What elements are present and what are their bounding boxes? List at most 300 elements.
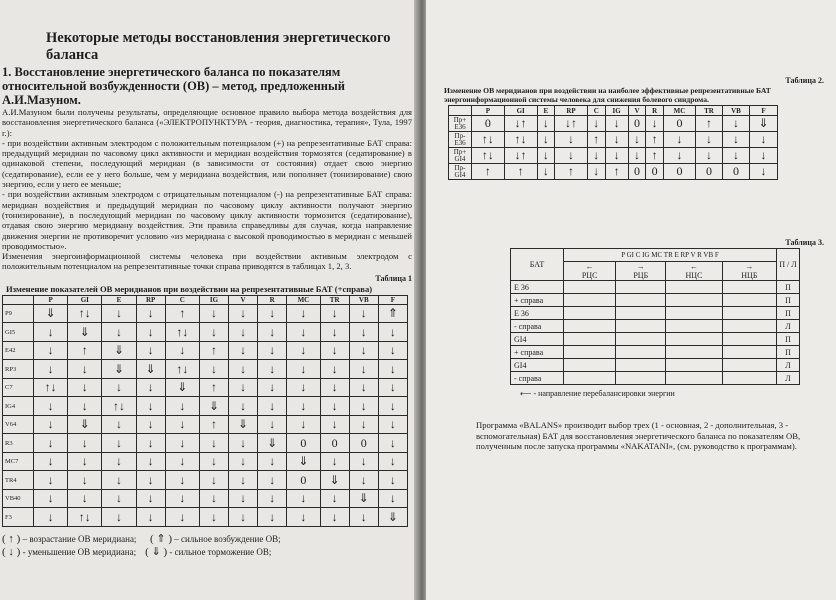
table1-cell: ↓ bbox=[320, 452, 349, 471]
table1-cell: ↓ bbox=[229, 378, 258, 397]
table2-cell: 0 bbox=[646, 164, 664, 180]
table1-cell: ⇑ bbox=[378, 304, 407, 323]
table1-cell: ↓ bbox=[349, 415, 378, 434]
legend-text-3: - уменьшение ОВ меридиана; bbox=[22, 546, 137, 557]
table1-row-label: RP3 bbox=[3, 360, 34, 379]
table1-cell: ↓ bbox=[229, 452, 258, 471]
table1-header-cell: V bbox=[229, 295, 258, 304]
table1-title: Изменение показателей ОВ меридианов при воздействии на репрезентативные БАТ (+справа) bbox=[6, 283, 373, 294]
table2-header-cell: P bbox=[472, 106, 505, 116]
table1-cell: ↓ bbox=[378, 378, 407, 397]
table1-cell: ↓ bbox=[287, 341, 320, 360]
table1-cell: ↓ bbox=[68, 360, 102, 379]
table1-row-label: E42 bbox=[3, 341, 34, 360]
table1-cell: ↓ bbox=[320, 304, 349, 323]
table1-cell: ↓ bbox=[68, 452, 102, 471]
table1-cell: ↓ bbox=[102, 378, 136, 397]
table2 bbox=[448, 105, 778, 180]
table2-cell: ↑ bbox=[555, 164, 588, 180]
table2-cell: 0 bbox=[722, 164, 749, 180]
table3-note-text: - направление перебалансировки энергии bbox=[533, 389, 675, 398]
table1-row bbox=[3, 452, 408, 471]
table2-row-label: Пр- E36 bbox=[449, 132, 472, 148]
table3-label: Таблица 3. bbox=[785, 238, 824, 247]
table1-cell: ↓ bbox=[287, 378, 320, 397]
table1-cell: ↓ bbox=[349, 452, 378, 471]
table1-cell: ↓ bbox=[136, 471, 165, 490]
table1-cell: ↓ bbox=[34, 323, 68, 342]
table2-header-cell: GI bbox=[504, 106, 537, 116]
table3-cell bbox=[564, 346, 616, 359]
table3-row-label: + справа bbox=[511, 346, 564, 359]
table2-cell: ↓ bbox=[663, 132, 695, 148]
legend-arrow-down-icon: ( ↓ ) bbox=[2, 545, 21, 558]
table1-cell: ⇓ bbox=[136, 360, 165, 379]
table3-cell bbox=[564, 281, 616, 294]
table1-cell: ↓ bbox=[34, 397, 68, 416]
table1-cell: ↓ bbox=[229, 508, 258, 527]
table1-cell: ⇓ bbox=[320, 471, 349, 490]
table1-cell: ↑↓ bbox=[165, 323, 199, 342]
table1-cell: ↓ bbox=[136, 434, 165, 453]
table1-header-cell: F bbox=[378, 295, 407, 304]
table1-cell: ↓ bbox=[165, 397, 199, 416]
table3-cell bbox=[564, 359, 616, 372]
table1-cell: ↓ bbox=[199, 489, 228, 508]
table3-row-label: + справа bbox=[511, 294, 564, 307]
table1-cell: ↓ bbox=[136, 508, 165, 527]
table1-header-row bbox=[3, 295, 408, 304]
table2-cell: ↓ bbox=[695, 132, 722, 148]
table3-row bbox=[511, 359, 800, 372]
table2-cell: ↓ bbox=[555, 148, 588, 164]
table1-cell: ⇓ bbox=[378, 508, 407, 527]
table3-cell bbox=[722, 307, 776, 320]
table2-cell: ↑ bbox=[695, 116, 722, 132]
table1-cell: ⇓ bbox=[349, 489, 378, 508]
table1-row bbox=[3, 489, 408, 508]
table2-header-cell: TR bbox=[695, 106, 722, 116]
paragraph-intro: А.И.Мазуном были получены результаты, определяющие основное правило выбора метода воздействия для восстановления энергетического баланса («ЭЛЕКТРОПУНКТУРА - теория, диагностика, терапия», Тула, 1997 г.): bbox=[2, 107, 412, 138]
paragraph-tables-ref: Изменения энергоинформационной системы человека при воздействии активным электродом с положительным потенциалом на репрезентативные точки справа приводятся в таблицах 1, 2, 3. bbox=[2, 251, 412, 272]
table2-row-label: Пр+ GI4 bbox=[449, 148, 472, 164]
table1-cell: ⇓ bbox=[229, 415, 258, 434]
table1-header-cell: P bbox=[34, 295, 68, 304]
left-arrow-icon: ⟵ bbox=[520, 389, 532, 398]
table3-row bbox=[511, 372, 800, 385]
table3-cell bbox=[722, 320, 776, 333]
table1-cell: ⇓ bbox=[287, 452, 320, 471]
table3-cell bbox=[616, 307, 666, 320]
table1-cell: ↑ bbox=[199, 378, 228, 397]
table3-cell bbox=[616, 346, 666, 359]
table1-cell: ↓ bbox=[102, 471, 136, 490]
table3-header-groups: P GI C IG MC TR E RP V R VB F bbox=[564, 249, 777, 262]
table1-cell: ↓ bbox=[68, 489, 102, 508]
table1-cell: ↓ bbox=[165, 341, 199, 360]
table2-header-cell bbox=[449, 106, 472, 116]
table2-cell: ↑↓ bbox=[472, 132, 505, 148]
table3-cell bbox=[722, 281, 776, 294]
table3-row bbox=[511, 333, 800, 346]
table2-cell: 0 bbox=[628, 164, 646, 180]
table1-cell: ↓ bbox=[258, 508, 287, 527]
table3-side: П bbox=[777, 307, 800, 320]
table1-cell: ↓ bbox=[136, 304, 165, 323]
table3-row bbox=[511, 346, 800, 359]
table1-row bbox=[3, 415, 408, 434]
table1-row-label: C7 bbox=[3, 378, 34, 397]
table2-header-cell: IG bbox=[605, 106, 628, 116]
table2-cell: ↓ bbox=[750, 148, 778, 164]
table1-cell: ↓ bbox=[102, 323, 136, 342]
table3-cell bbox=[666, 346, 722, 359]
table1-cell: ↓ bbox=[199, 452, 228, 471]
table1-cell: 0 bbox=[320, 434, 349, 453]
table1-cell: ↓ bbox=[258, 341, 287, 360]
table3-row bbox=[511, 281, 800, 294]
table1-cell: ↓ bbox=[320, 508, 349, 527]
table1-label: Таблица 1 bbox=[375, 273, 412, 283]
table1-cell: ↓ bbox=[349, 508, 378, 527]
table1-cell: ↓ bbox=[199, 304, 228, 323]
table3-cell bbox=[616, 320, 666, 333]
section-title: 1. Восстановление энергетического баланса по показателям относительной возбужденности (ОВ) – метод, предложенный А.И.Мазуном. bbox=[2, 65, 345, 107]
table1-cell: ↑↓ bbox=[34, 378, 68, 397]
table1-row bbox=[3, 323, 408, 342]
table2-cell: ↓ bbox=[587, 148, 605, 164]
table2-cell: 0 bbox=[472, 116, 505, 132]
table2-row bbox=[449, 148, 778, 164]
table3-note bbox=[520, 389, 824, 398]
table2-cell: ↓ bbox=[537, 116, 555, 132]
table3-cell bbox=[666, 281, 722, 294]
table1-row-label: GI5 bbox=[3, 323, 34, 342]
table1-cell: ↓ bbox=[320, 397, 349, 416]
paragraph-minus: - при воздействии активным электродом с отрицательным потенциалом (-) на репрезентативные БАТ справа: меридиан воздействия и предыдущий меридиан по часовому циклу активности получают энергию (тонизирование), в последующий меридиан по часовому циклу активности тормозится (седатирование), отдавая свою энергию меридиану воздействия. Эти правила справедливы для случая, когда направление движения энергии не противоречит условию «из меридиана с высокой проводимостью в меридиан с меньшей проводимостью». bbox=[2, 189, 412, 251]
table1-cell: ↓ bbox=[34, 434, 68, 453]
table1-row bbox=[3, 304, 408, 323]
table1-cell: ↓ bbox=[229, 323, 258, 342]
table3-cell bbox=[616, 294, 666, 307]
table1-cell: ↓ bbox=[229, 397, 258, 416]
table1-cell: ↓ bbox=[229, 360, 258, 379]
table1-cell: ↓ bbox=[102, 452, 136, 471]
table3-cell bbox=[564, 307, 616, 320]
table1-cell: ↓ bbox=[229, 341, 258, 360]
table1-cell: ↑ bbox=[165, 304, 199, 323]
table2-cell: ↓ bbox=[555, 132, 588, 148]
table1-cell: ⇓ bbox=[68, 415, 102, 434]
table2-cell: ↓ bbox=[750, 132, 778, 148]
table2-cell: ↓ bbox=[628, 132, 646, 148]
table1-cell: ↓ bbox=[378, 397, 407, 416]
table2-cell: ↓ bbox=[722, 132, 749, 148]
table1-cell: ↑↓ bbox=[102, 397, 136, 416]
table1-cell: ⇓ bbox=[68, 323, 102, 342]
table3-row-label: - справа bbox=[511, 372, 564, 385]
table2-cell: ↓↑ bbox=[555, 116, 588, 132]
table1-row bbox=[3, 378, 408, 397]
table1-cell: ↓ bbox=[349, 360, 378, 379]
table1-cell: ↓ bbox=[165, 434, 199, 453]
table1-cell: ⇓ bbox=[165, 378, 199, 397]
table1-header-cell: GI bbox=[68, 295, 102, 304]
table1-row bbox=[3, 434, 408, 453]
table3-code-ncb: → НЦБ bbox=[722, 262, 776, 281]
table1-cell: ↓ bbox=[258, 397, 287, 416]
table1-cell: ↓ bbox=[102, 304, 136, 323]
table2-row-label: Пр- GI4 bbox=[449, 164, 472, 180]
table1-cell: ⇓ bbox=[199, 397, 228, 416]
table1-cell: ↓ bbox=[102, 415, 136, 434]
table3-cell bbox=[722, 294, 776, 307]
table2-cell: ↓ bbox=[722, 116, 749, 132]
table2-row bbox=[449, 164, 778, 180]
page-heading: Некоторые методы восстановления энергетического баланса bbox=[46, 30, 391, 63]
table2-header-cell: RP bbox=[555, 106, 588, 116]
table1-cell: ↓ bbox=[349, 341, 378, 360]
table1-cell: ↓ bbox=[258, 471, 287, 490]
table2-body bbox=[449, 116, 778, 180]
table2-cell: ↓ bbox=[722, 148, 749, 164]
table2-row bbox=[449, 116, 778, 132]
table1-row-label: IG4 bbox=[3, 397, 34, 416]
table2-cell: ↓↑ bbox=[504, 116, 537, 132]
table3-header-bat: БАТ bbox=[511, 249, 564, 281]
table1-cell: ↓ bbox=[34, 360, 68, 379]
table1-cell: ↓ bbox=[136, 489, 165, 508]
table1-header-cell bbox=[3, 295, 34, 304]
table1-cell: 0 bbox=[349, 434, 378, 453]
table1-row bbox=[3, 397, 408, 416]
table1-cell: ↓ bbox=[378, 452, 407, 471]
table1-header-cell: IG bbox=[199, 295, 228, 304]
table1-cell: ↓ bbox=[378, 360, 407, 379]
table3-header-side: П / Л bbox=[777, 249, 800, 281]
table2-header-cell: R bbox=[646, 106, 664, 116]
table2-cell: ↓ bbox=[587, 164, 605, 180]
table1-cell: ↓ bbox=[320, 415, 349, 434]
table1-cell: ↓ bbox=[320, 378, 349, 397]
table1-cell: ↓ bbox=[165, 452, 199, 471]
legend-text-4: - сильное торможение ОВ; bbox=[169, 546, 272, 557]
table1-row bbox=[3, 508, 408, 527]
table1-cell: ↓ bbox=[349, 304, 378, 323]
table3-cell bbox=[564, 320, 616, 333]
table1-cell: ↓ bbox=[258, 489, 287, 508]
table3-cell bbox=[666, 307, 722, 320]
table2-cell: ↑ bbox=[646, 148, 664, 164]
table2-cell: ↓ bbox=[587, 116, 605, 132]
table3-row bbox=[511, 294, 800, 307]
table1-cell: ↓ bbox=[102, 508, 136, 527]
table3-side: П bbox=[777, 281, 800, 294]
table2-cell: ↓ bbox=[695, 148, 722, 164]
table2-cell: ↓ bbox=[646, 116, 664, 132]
table2-cell: ↓ bbox=[537, 164, 555, 180]
table2-cell: 0 bbox=[663, 116, 695, 132]
table1-cell: ↓ bbox=[229, 489, 258, 508]
table1-cell: ↓ bbox=[68, 397, 102, 416]
table3-cell bbox=[616, 281, 666, 294]
table3-cell bbox=[666, 359, 722, 372]
table2-row-label: Пр+ E36 bbox=[449, 116, 472, 132]
table1-cell: ↓ bbox=[287, 360, 320, 379]
table2-header-cell: F bbox=[750, 106, 778, 116]
table2-cell: 0 bbox=[695, 164, 722, 180]
table1-cell: ↑↓ bbox=[68, 508, 102, 527]
table1-cell: ↓ bbox=[34, 471, 68, 490]
table3-row-label: GI4 bbox=[511, 359, 564, 372]
table1-cell: ↑↓ bbox=[165, 360, 199, 379]
table1-cell: ↓ bbox=[34, 452, 68, 471]
table1-cell: ↓ bbox=[68, 471, 102, 490]
table3-code-ncs: ← НЦС bbox=[666, 262, 722, 281]
table1-cell: ↓ bbox=[258, 415, 287, 434]
table1-cell: ↓ bbox=[34, 508, 68, 527]
table1-row bbox=[3, 360, 408, 379]
table3-cell bbox=[722, 359, 776, 372]
table3-cell bbox=[616, 372, 666, 385]
table2-header-row bbox=[449, 106, 778, 116]
table1-header-cell: C bbox=[165, 295, 199, 304]
legend-row-1 bbox=[2, 533, 412, 546]
table1-header-cell: MC bbox=[287, 295, 320, 304]
table1-cell: ↓ bbox=[349, 471, 378, 490]
table3-cell bbox=[722, 333, 776, 346]
table1-cell: ↓ bbox=[34, 415, 68, 434]
table2-cell: ↑ bbox=[605, 164, 628, 180]
table1-cell: ↓ bbox=[68, 434, 102, 453]
table1-cell: ↓ bbox=[229, 434, 258, 453]
table2-cell: ↑ bbox=[472, 164, 505, 180]
table3-side: Л bbox=[777, 372, 800, 385]
table2-cell: ↓ bbox=[628, 148, 646, 164]
table3-code-rcs: ← РЦС bbox=[564, 262, 616, 281]
legend-text-1: – возрастание ОВ меридиана; bbox=[22, 533, 137, 544]
table3-cell bbox=[666, 320, 722, 333]
table3-cell bbox=[616, 359, 666, 372]
table1-cell: 0 bbox=[287, 434, 320, 453]
table2-cell: ↑ bbox=[646, 132, 664, 148]
table3-cell bbox=[564, 333, 616, 346]
table3-row-label: - справа bbox=[511, 320, 564, 333]
table3 bbox=[510, 248, 800, 385]
table2-header-cell: VB bbox=[722, 106, 749, 116]
table1-cell: ↓ bbox=[378, 415, 407, 434]
table1-cell: ↓ bbox=[258, 452, 287, 471]
table2-title: Изменение ОВ меридианов при воздействии на наиболее эффективные репрезентативные БАТ энергоинформационной системы человека для снижения болевого синдрома. bbox=[444, 86, 771, 104]
table3-cell bbox=[564, 372, 616, 385]
table1-cell: ↑ bbox=[199, 341, 228, 360]
table2-row bbox=[449, 132, 778, 148]
table2-label: Таблица 2. bbox=[785, 76, 824, 85]
table1-cell: ↓ bbox=[378, 489, 407, 508]
table1-cell: ↑ bbox=[199, 415, 228, 434]
table1-cell: ↓ bbox=[287, 508, 320, 527]
table1-body bbox=[3, 304, 408, 526]
table1-cell: ↓ bbox=[287, 415, 320, 434]
table2-cell: ↓↑ bbox=[504, 148, 537, 164]
table3-row bbox=[511, 320, 800, 333]
program-text: Программа «BALANS» производит выбор трех (1 - основная, 2 - дополнительная, 3 - вспомогательная) БАТ для восстановления энергетического баланса по показателям ОВ, полученным после запуска программы «NAKATANI», (см. руководство к программам). bbox=[476, 420, 801, 451]
legend-double-up-icon: ( ⇑ ) bbox=[149, 532, 172, 545]
table1-cell: ↓ bbox=[349, 323, 378, 342]
table1-header-cell: E bbox=[102, 295, 136, 304]
table1-cell: ↓ bbox=[229, 471, 258, 490]
table1-row-label: F3 bbox=[3, 508, 34, 527]
table1-row-label: V64 bbox=[3, 415, 34, 434]
table1-cell: ↓ bbox=[102, 434, 136, 453]
table1-cell: ↓ bbox=[165, 489, 199, 508]
table1-cell: ↓ bbox=[320, 360, 349, 379]
table1-cell: ↓ bbox=[320, 489, 349, 508]
table1 bbox=[2, 295, 408, 527]
table2-cell: ⇓ bbox=[750, 116, 778, 132]
table1-cell: ↓ bbox=[349, 397, 378, 416]
table1-cell: ↓ bbox=[199, 323, 228, 342]
table1-row-label: VB40 bbox=[3, 489, 34, 508]
table1-cell: ↓ bbox=[199, 471, 228, 490]
table1-cell: ↓ bbox=[287, 489, 320, 508]
table1-cell: ↓ bbox=[199, 434, 228, 453]
table1-header-cell: R bbox=[258, 295, 287, 304]
table2-cell: ↑ bbox=[587, 132, 605, 148]
legend-row-2 bbox=[2, 546, 412, 559]
table1-cell: ↓ bbox=[136, 397, 165, 416]
table1-cell: ↑↓ bbox=[68, 304, 102, 323]
table1-cell: ↓ bbox=[229, 304, 258, 323]
table2-header-cell: MC bbox=[663, 106, 695, 116]
table2-cell: ↓ bbox=[605, 132, 628, 148]
table3-cell bbox=[666, 333, 722, 346]
table3-side: П bbox=[777, 346, 800, 359]
table1-cell: ↓ bbox=[199, 360, 228, 379]
table1-cell: ↓ bbox=[287, 304, 320, 323]
table1-cell: ↓ bbox=[68, 378, 102, 397]
table1-cell: ↓ bbox=[165, 508, 199, 527]
table3-side: Л bbox=[777, 359, 800, 372]
table1-cell: ↓ bbox=[102, 489, 136, 508]
table1-cell: ↓ bbox=[165, 471, 199, 490]
table2-header-cell: E bbox=[537, 106, 555, 116]
table3-cell bbox=[616, 333, 666, 346]
table2-cell: ↓ bbox=[537, 148, 555, 164]
table3-row bbox=[511, 307, 800, 320]
table2-header-cell: C bbox=[587, 106, 605, 116]
table1-header-cell: RP bbox=[136, 295, 165, 304]
table1-cell: ⇓ bbox=[258, 434, 287, 453]
table1-row-label: P9 bbox=[3, 304, 34, 323]
table1-row-label: TR4 bbox=[3, 471, 34, 490]
table1-cell: 0 bbox=[287, 471, 320, 490]
table1-cell: ↓ bbox=[287, 397, 320, 416]
table2-cell: ↑ bbox=[504, 164, 537, 180]
table1-cell: ↓ bbox=[378, 471, 407, 490]
table2-cell: ↓ bbox=[663, 148, 695, 164]
legend bbox=[2, 533, 412, 559]
paragraph-plus: - при воздействии активным электродом с положительным потенциалом (+) на репрезентативные БАТ справа: предыдущий меридиан по часовому цикл активности и меридиан воздействия тормозятся (седатирование) в одинаковой степени, последующий меридиан (в зависимости от состояния) отдает свою энергию (седатирование), если ее у него больше, чем у меридиана воздействия, или пополняет (тонизирование) свою энергию, если у него ее меньше; bbox=[2, 137, 412, 190]
table1-cell: ↓ bbox=[136, 415, 165, 434]
table1-cell: ↓ bbox=[136, 378, 165, 397]
table3-cell bbox=[564, 294, 616, 307]
table1-cell: ↓ bbox=[349, 378, 378, 397]
table1-cell: ↓ bbox=[136, 323, 165, 342]
table1-cell: ↓ bbox=[378, 341, 407, 360]
table2-cell: 0 bbox=[663, 164, 695, 180]
table1-cell: ⇓ bbox=[102, 360, 136, 379]
